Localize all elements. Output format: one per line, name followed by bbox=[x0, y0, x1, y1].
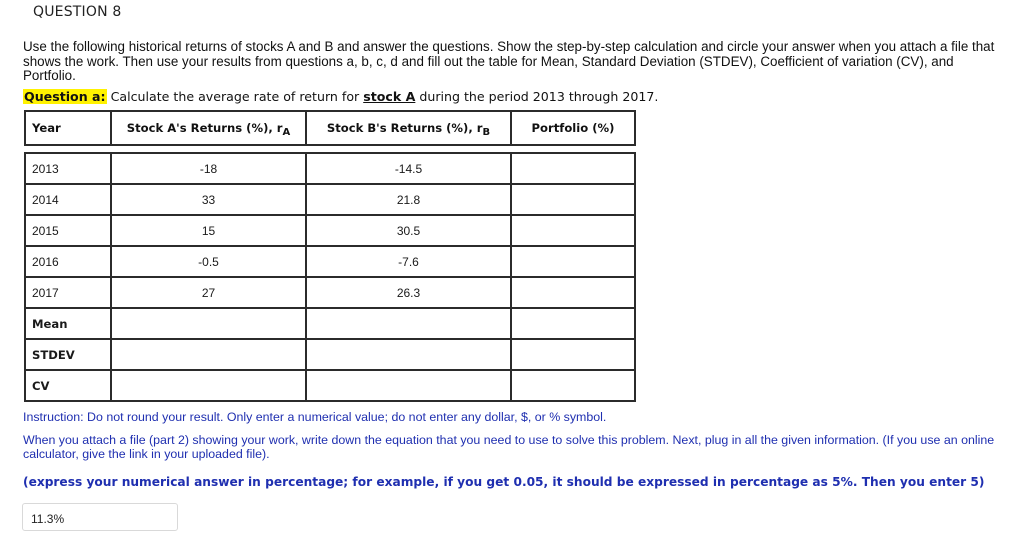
stdev-portfolio-cell bbox=[511, 339, 635, 370]
header-portfolio: Portfolio (%) bbox=[511, 111, 635, 145]
table-row bbox=[25, 153, 635, 184]
question-a-text-before: Calculate the average rate of return for bbox=[106, 89, 364, 104]
summary-row-stdev bbox=[25, 339, 635, 370]
year-cell: 2013 bbox=[25, 153, 111, 184]
stock-b-cell: 21.8 bbox=[306, 184, 511, 215]
portfolio-cell bbox=[511, 246, 635, 277]
header-stock-b bbox=[306, 111, 511, 145]
stock-b-cell: 26.3 bbox=[306, 277, 511, 308]
returns-table bbox=[24, 110, 636, 402]
summary-row-mean bbox=[25, 308, 635, 339]
stock-a-cell: -18 bbox=[111, 153, 306, 184]
cv-stock-b-cell bbox=[306, 370, 511, 401]
portfolio-cell bbox=[511, 153, 635, 184]
mean-stock-b-cell bbox=[306, 308, 511, 339]
table-row bbox=[25, 215, 635, 246]
portfolio-cell bbox=[511, 277, 635, 308]
table-gap bbox=[25, 145, 635, 153]
header-stock-a-sub: A bbox=[282, 127, 291, 138]
table-header-row bbox=[25, 111, 635, 145]
stdev-label: STDEV bbox=[25, 339, 111, 370]
stock-b-cell: -7.6 bbox=[306, 246, 511, 277]
summary-row-cv bbox=[25, 370, 635, 401]
question-a-text-after: during the period 2013 through 2017. bbox=[415, 89, 659, 104]
portfolio-cell bbox=[511, 215, 635, 246]
question-a-line bbox=[23, 89, 658, 104]
cv-label: CV bbox=[25, 370, 111, 401]
stock-a-cell: 15 bbox=[111, 215, 306, 246]
table-row bbox=[25, 246, 635, 277]
year-cell: 2015 bbox=[25, 215, 111, 246]
year-cell: 2016 bbox=[25, 246, 111, 277]
header-stock-a-text: Stock A's Returns (%), r bbox=[126, 121, 283, 135]
header-year: Year bbox=[25, 111, 111, 145]
header-stock-b-text: Stock B's Returns (%), r bbox=[326, 121, 483, 135]
year-cell: 2014 bbox=[25, 184, 111, 215]
mean-label: Mean bbox=[25, 308, 111, 339]
stdev-stock-b-cell bbox=[306, 339, 511, 370]
year-cell: 2017 bbox=[25, 277, 111, 308]
header-stock-a bbox=[111, 111, 306, 145]
question-title: QUESTION 8 bbox=[33, 4, 122, 20]
stock-b-cell: 30.5 bbox=[306, 215, 511, 246]
question-a-stock: stock A bbox=[363, 89, 416, 104]
cv-stock-a-cell bbox=[111, 370, 306, 401]
question-a-label: Question a: bbox=[24, 89, 106, 104]
header-stock-b-sub: B bbox=[482, 127, 491, 138]
table-row bbox=[25, 277, 635, 308]
instruction-attach-file: When you attach a file (part 2) showing your work, write down the equation that you need to use to solve this problem. Next, plug in all the given information. (If you use an online calculator, give the link in your uploaded file). bbox=[23, 433, 995, 461]
stdev-stock-a-cell bbox=[111, 339, 306, 370]
stock-a-cell: 33 bbox=[111, 184, 306, 215]
mean-portfolio-cell bbox=[511, 308, 635, 339]
instruction-percentage: (express your numerical answer in percentage; for example, if you get 0.05, it should be expressed in percentage as 5%. Then you enter 5) bbox=[23, 475, 985, 489]
stock-a-cell: -0.5 bbox=[111, 246, 306, 277]
stock-b-cell: -14.5 bbox=[306, 153, 511, 184]
answer-input[interactable]: 11.3% bbox=[22, 503, 178, 531]
instruction-rounding: Instruction: Do not round your result. Only enter a numerical value; do not enter any dollar, $, or % symbol. bbox=[23, 410, 607, 424]
table-row bbox=[25, 184, 635, 215]
question-intro: Use the following historical returns of stocks A and B and answer the questions. Show the step-by-step calculation and circle your answer when you attach a file that shows the work. Then use your results from questions a, b, c, d and fill out the table for Mean, Standard Deviation (STDEV), Coefficient of variation (CV), and Portfolio. bbox=[23, 39, 995, 84]
stock-a-cell: 27 bbox=[111, 277, 306, 308]
mean-stock-a-cell bbox=[111, 308, 306, 339]
portfolio-cell bbox=[511, 184, 635, 215]
cv-portfolio-cell bbox=[511, 370, 635, 401]
